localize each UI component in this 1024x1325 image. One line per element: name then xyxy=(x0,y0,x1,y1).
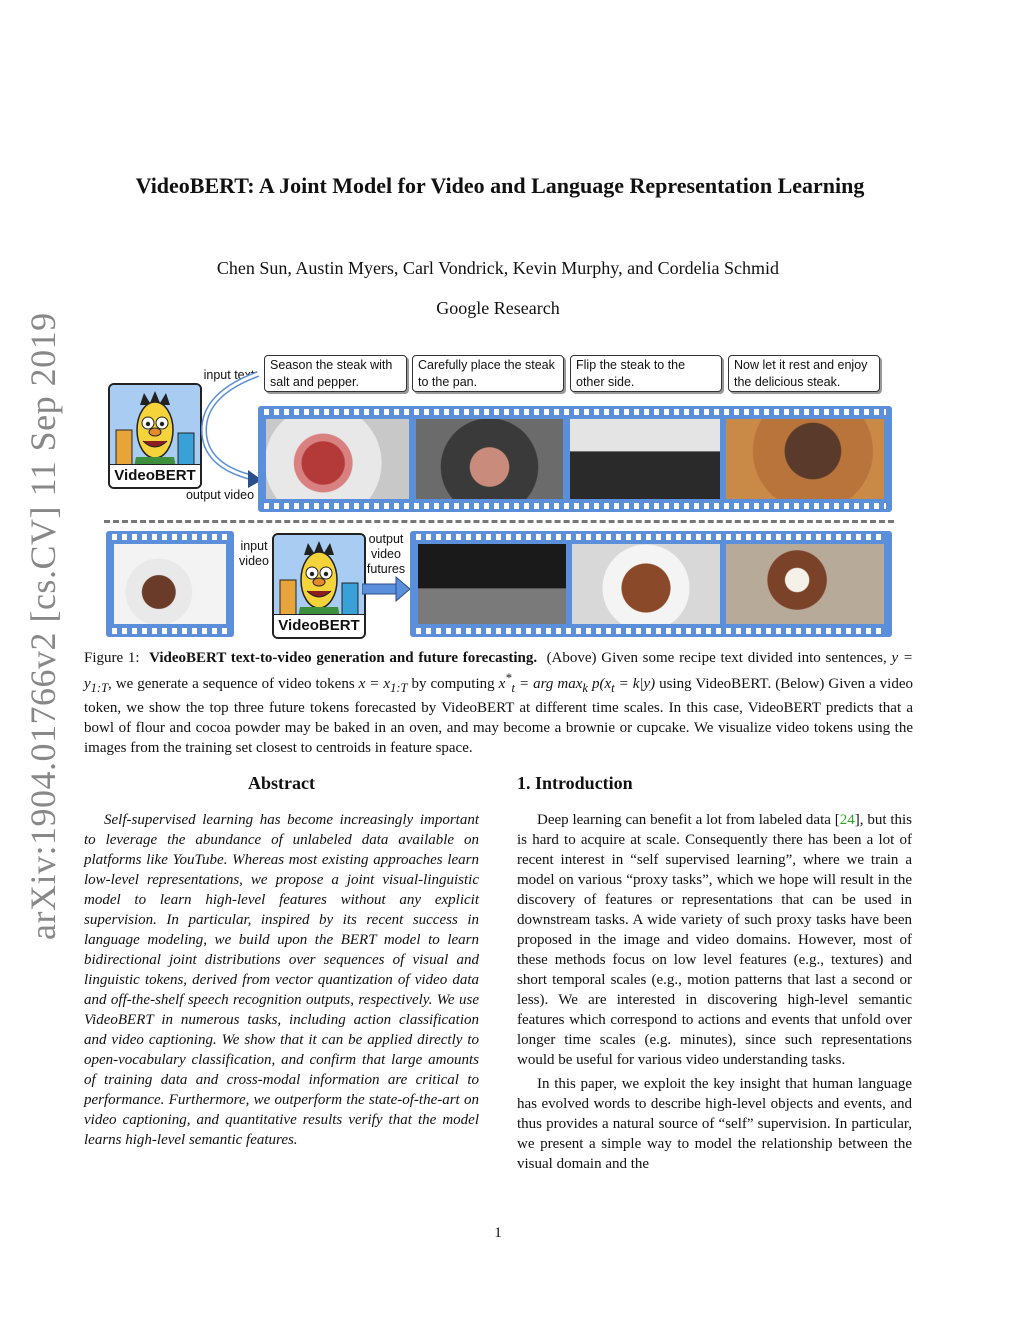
videobert-mascot-bottom xyxy=(272,533,366,639)
video-frame-flour-cocoa-bowl xyxy=(114,544,226,624)
video-frame-brownie xyxy=(572,544,720,624)
caption-title: VideoBERT text-to-video generation and future forecasting. xyxy=(149,650,538,666)
video-frame-raw-steak xyxy=(266,419,409,499)
intro-p1-end: ], but this is hard to acquire at scale. Consequently there has been a lot of recent interest in “self supervised learning”, where we train a model on various “proxy tasks”, which we hope will result in the discovery of features or representations that can be used in downstream tasks. A wide variety of such proxy tasks have been proposed in the image and video domains. However, most of these methods focus on low level features (e.g., textures) and short temporal scales (e.g., motion patterns that last a second or less). We are interested in discovering high-level semantic features which correspond to actions and events that unfold over longer time scales (e.g. minutes), since such representations would be useful for various video understanding tasks. xyxy=(517,812,912,1068)
intro-paragraph-1 xyxy=(517,810,912,1070)
videobert-mascot-top xyxy=(108,383,202,489)
text-to-video-arrows xyxy=(196,370,262,490)
caption-math-y-base: y = y xyxy=(84,650,914,692)
caption-label: Figure 1: xyxy=(84,650,140,666)
video-frame-cupcake xyxy=(726,544,884,624)
caption-math-argmax-end: = k|y) xyxy=(614,676,656,692)
caption-text-4: using VideoBERT. (Below) Given a video token, we show the top three future tokens forecasted by VideoBERT at different time scales. In this case, VideoBERT predicts that a bowl of flour and cocoa powder may be baked in an oven, and may become a brownie or cupcake. We visualize video tokens using the images from the training set closest to centroids in feature space. xyxy=(84,676,914,756)
introduction-body xyxy=(517,810,912,1178)
caption-math-argmax-rest: = arg max xyxy=(515,676,583,692)
intro-p1-start: Deep learning can benefit a lot from labeled data [ xyxy=(537,812,840,828)
figure-1 xyxy=(104,350,894,642)
author-list: Chen Sun, Austin Myers, Carl Vondrick, Kevin Murphy, and Cordelia Schmid xyxy=(216,258,780,278)
videobert-label-top: VideoBERT xyxy=(110,464,200,487)
video-frame-resting-steak xyxy=(726,419,884,499)
output-futures-label xyxy=(362,532,410,577)
caption-text-2: , we generate a sequence of video tokens xyxy=(108,676,355,692)
input-video-label-line1: input xyxy=(240,539,268,553)
video-frame-flip-steak xyxy=(570,419,720,499)
recipe-step-1: Season the steak with salt and pepper. xyxy=(264,355,407,392)
caption-math-y-sub: 1:T xyxy=(90,681,109,695)
video-frame-steak-in-pan xyxy=(416,419,563,499)
forecast-arrow-icon xyxy=(362,576,412,602)
video-frame-oven-baking xyxy=(418,544,566,624)
affiliation: Google Research xyxy=(436,298,560,318)
caption-math-argmax xyxy=(498,671,656,695)
caption-math-argmax-sup: * xyxy=(505,671,512,685)
caption-math-x xyxy=(358,676,408,695)
input-video-label-line2: video xyxy=(239,554,269,568)
figure-caption xyxy=(84,648,913,758)
caption-math-argmax-sub: t xyxy=(511,681,516,695)
caption-math-x-sub: 1:T xyxy=(390,681,408,695)
recipe-step-3: Flip the steak to the other side. xyxy=(570,355,722,392)
input-video-label xyxy=(234,539,274,569)
caption-math-argmax-t: t xyxy=(611,681,615,695)
output-video-label: output video xyxy=(185,488,255,502)
output-futures-line2: video xyxy=(371,547,401,561)
page-number: 1 xyxy=(494,1225,502,1241)
recipe-step-2: Carefully place the steak to the pan. xyxy=(412,355,564,392)
caption-text-1: (Above) Given some recipe text divided into sentences, xyxy=(546,650,887,666)
citation-link[interactable]: 24 xyxy=(839,812,855,828)
caption-math-argmax-tail: p(x xyxy=(587,676,612,692)
paper-title: VideoBERT: A Joint Model for Video and Language Representation Learning xyxy=(135,173,865,198)
output-futures-line3: futures xyxy=(366,562,406,576)
figure-divider xyxy=(104,520,894,523)
introduction-heading: 1. Introduction xyxy=(517,773,633,793)
input-video-filmstrip xyxy=(106,531,234,637)
arxiv-identifier: arXiv:1904.01766v2 [cs.CV] 11 Sep 2019 xyxy=(23,312,63,940)
output-futures-line1: output xyxy=(368,532,404,546)
caption-math-argmax-k: k xyxy=(582,681,588,695)
intro-paragraph-2: In this paper, we exploit the key insight that human language has evolved words to describe high-level objects and events, and thus provides a natural source of “self” supervision. In particular, we present a simple way to model the relationship between the visual domain and the xyxy=(517,1076,912,1172)
caption-math-argmax-x: x xyxy=(498,676,506,692)
abstract-body: Self-supervised learning has become increasingly important to leverage the abundance of unlabeled data available on platforms like YouTube. Whereas most existing approaches learn low-level representations, we propose a joint visual-linguistic model to learn high-level features without any explicit supervision. In particular, inspired by its recent success in language modeling, we build upon the BERT model to learn bidirectional joint distributions over sequences of visual and linguistic tokens, derived from vector quantization of video data and off-the-shelf speech recognition outputs, respectively. We use VideoBERT in numerous tasks, including action classification and video captioning. We show that it can be applied directly to open-vocabulary classification, and confirm that large amounts of training data and cross-modal information are critical to performance. Furthermore, we outperform the state-of-the-art on video captioning, and quantitative results verify that the model learns high-level semantic features. xyxy=(84,812,479,1148)
abstract-heading: Abstract xyxy=(248,773,315,793)
recipe-step-4: Now let it rest and enjoy the delicious steak. xyxy=(728,355,880,392)
caption-math-x-base: x = x xyxy=(358,676,391,692)
output-video-filmstrip xyxy=(258,406,892,512)
videobert-label-bottom: VideoBERT xyxy=(274,614,364,637)
input-text-label: input text xyxy=(203,368,255,382)
caption-text-3: by computing xyxy=(411,676,495,692)
future-video-filmstrip xyxy=(410,531,892,637)
